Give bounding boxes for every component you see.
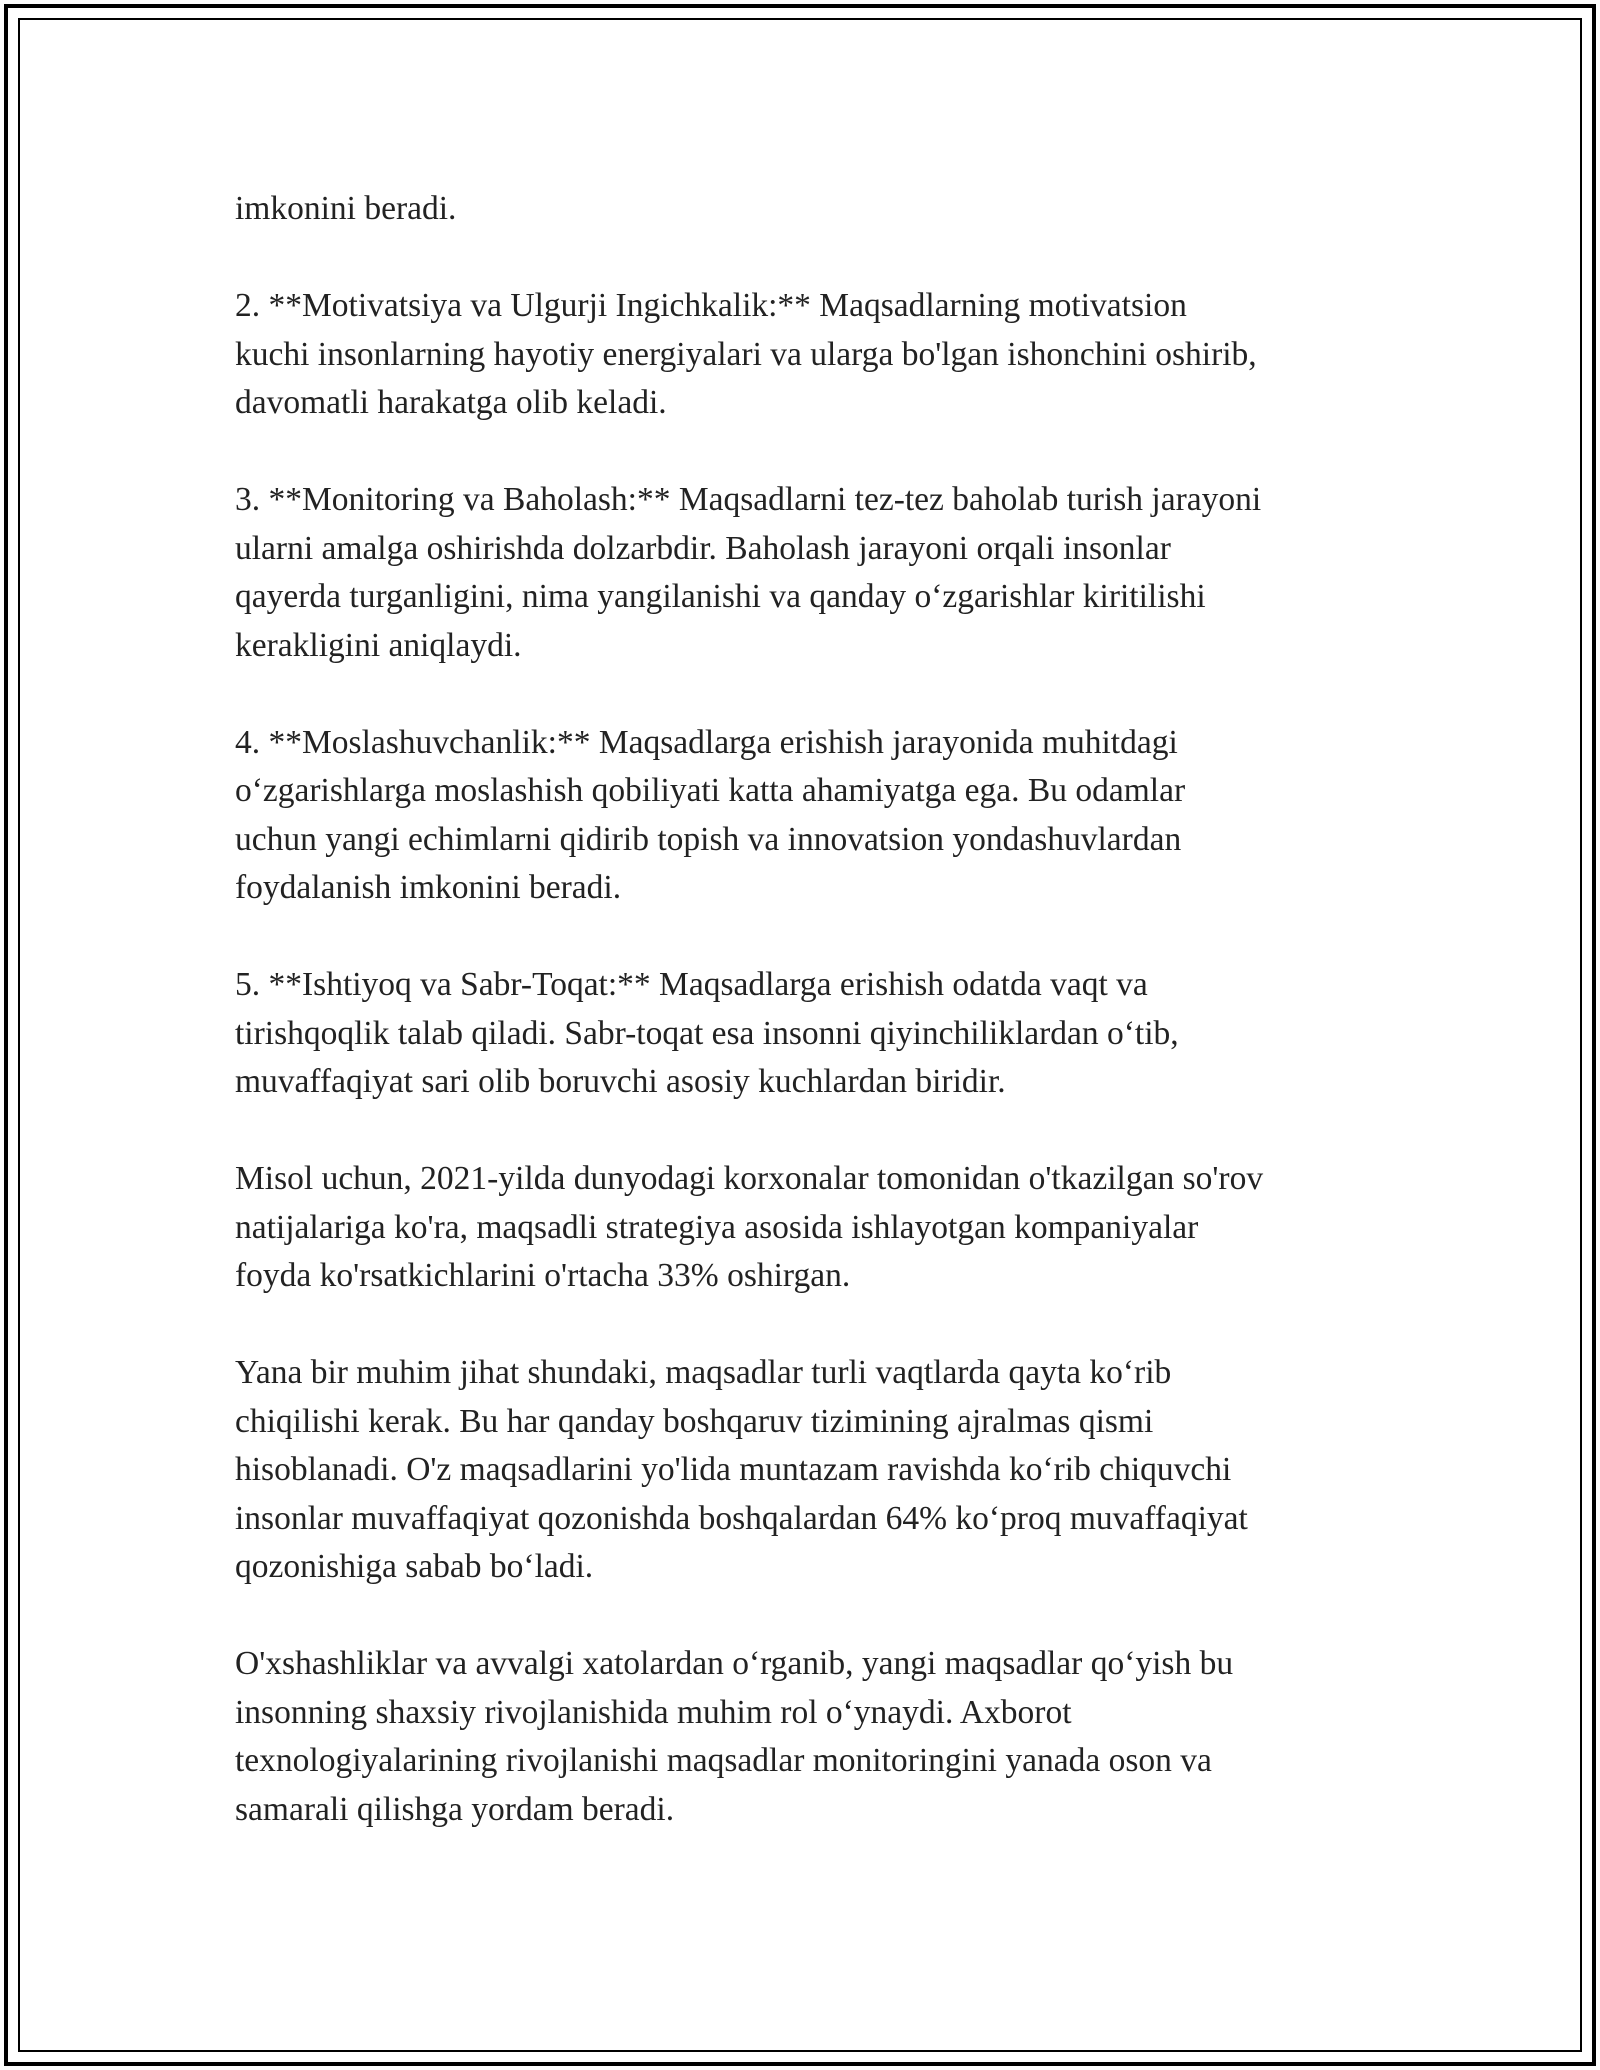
paragraph-continuation: imkonini beradi.	[235, 190, 457, 227]
paragraph-misol: Misol uchun, 2021-yilda dunyodagi korxonalar tomonidan o'tkazilgan so'rov natijalariga ko'ra, maqsadli strategiya asosida ishlayotgan kompaniyalar foyda ko'rsatkichlarini o'rtacha 33% oshirgan.	[235, 1160, 1264, 1294]
paragraph-moslashuvchanlik: 4. **Moslashuvchanlik:** Maqsadlarga erishish jarayonida muhitdagi o‘zgarishlarga moslashish qobiliyati katta ahamiyatga ega. Bu odamlar uchun yangi echimlarni qidirib topish va innovatsion yondashuvlardan foydalanish imkonini beradi.	[235, 723, 1186, 906]
paragraph-oxshashliklar: O'xshashliklar va avvalgi xatolardan o‘rganib, yangi maqsadlar qo‘yish bu insonning shaxsiy rivojlanishida muhim rol o‘ynaydi. Axborot texnologiyalarining rivojlanishi maqsadlar monitoringini yanada oson va samarali qilishga yordam beradi.	[235, 1645, 1234, 1828]
paragraph-ishtiyoq: 5. **Ishtiyoq va Sabr-Toqat:** Maqsadlarga erishish odatda vaqt va tirishqoqlik talab qiladi. Sabr-toqat esa insonni qiyinchiliklardan o‘tib, muvaffaqiyat sari olib boruvchi asosiy kuchlardan biridir.	[235, 966, 1179, 1100]
paragraph-monitoring: 3. **Monitoring va Baholash:** Maqsadlarni tez-tez baholab turish jarayoni ularni amalga oshirishda dolzarbdir. Baholash jarayoni orqali insonlar qayerda turganligini, nima yangilanishi va qanday o‘zgarishlar kiritilishi kerakligini aniqlaydi.	[235, 481, 1262, 664]
paragraph-yana-bir: Yana bir muhim jihat shundaki, maqsadlar turli vaqtlarda qayta ko‘rib chiqilishi kerak. Bu har qanday boshqaruv tizimining ajralmas qismi hisoblanadi. O'z maqsadlarini yo'lida muntazam ravishda ko‘rib chiquvchi insonlar muvaffaqiyat qozonishda boshqalardan 64% ko‘proq muvaffaqiyat qozonishiga sabab bo‘ladi.	[235, 1354, 1248, 1585]
document-body	[235, 185, 1375, 1834]
paragraph-motivatsiya: 2. **Motivatsiya va Ulgurji Ingichkalik:** Maqsadlarning motivatsion kuchi insonlarning hayotiy energiyalari va ularga bo'lgan ishonchini oshirib, davomatli harakatga olib keladi.	[235, 287, 1257, 421]
